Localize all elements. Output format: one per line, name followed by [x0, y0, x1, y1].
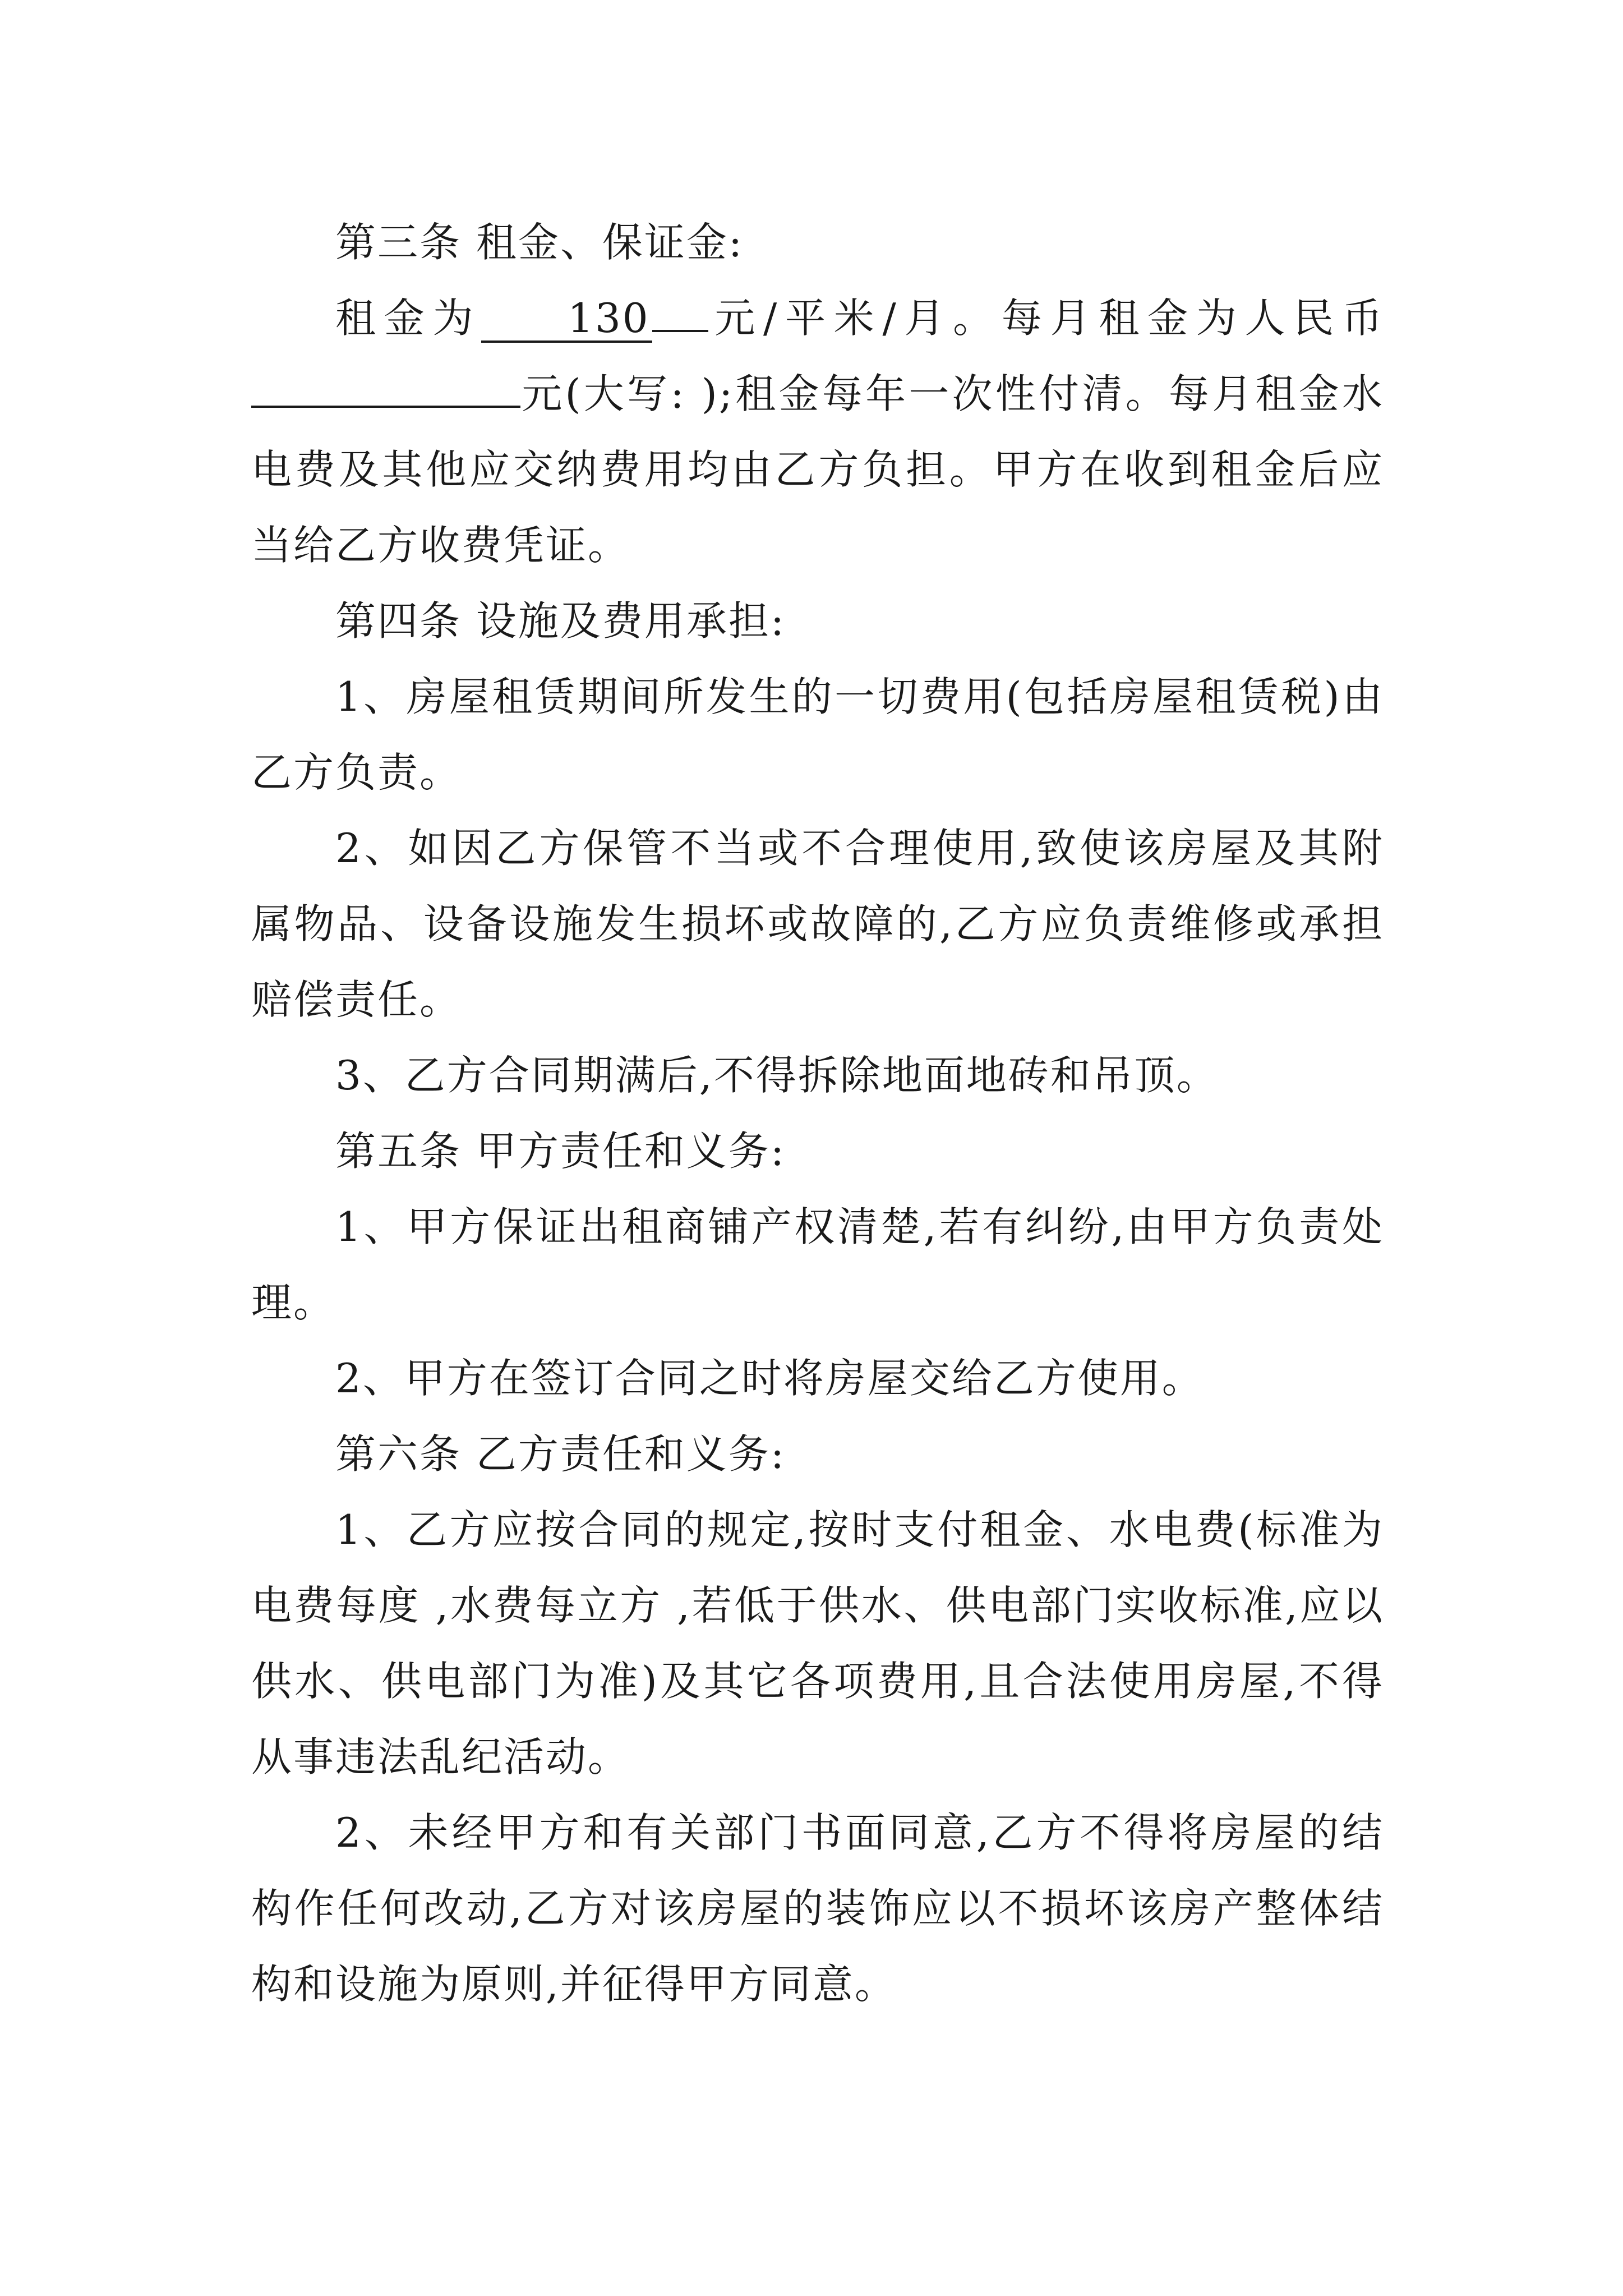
article4-item3: 3、乙方合同期满后,不得拆除地面地砖和吊顶。	[335, 1052, 1219, 1099]
article5-item2: 2、甲方在签订合同之时将房屋交给乙方使用。	[335, 1355, 1204, 1402]
article6-heading: 第六条 乙方责任和义务:	[335, 1430, 786, 1478]
article5-item1: 1、甲方保证出租商铺产权清楚,若有纠纷,由甲方负责处理。	[251, 1203, 1384, 1326]
contract-body	[251, 205, 1384, 2022]
rent-blank-tail	[652, 296, 708, 332]
article4-item2: 2、如因乙方保管不当或不合理使用,致使该房屋及其附属物品、设备设施发生损坏或故障的,乙方应负责维修或承担赔偿责任。	[251, 825, 1384, 1023]
article4-item1: 1、房屋租赁期间所发生的一切费用(包括房屋租赁税)由乙方负责。	[251, 673, 1384, 796]
rent-prefix: 租金为	[335, 295, 482, 342]
article6-item2: 2、未经甲方和有关部门书面同意,乙方不得将房屋的结构作任何改动,乙方对该房屋的装饰应以不损坏该房产整体结构和设施为原则,并征得甲方同意。	[251, 1809, 1384, 2008]
article3-rent-clause	[251, 280, 1384, 583]
rent-unit: 元/平米/月。每月租金为人民币	[708, 295, 1384, 342]
article5-heading: 第五条 甲方责任和义务:	[335, 1128, 786, 1175]
rent-line2: 元(大写: );租金每年一次性付清。每月租金水电费及其他应交纳费用均由乙方负担。甲方在收到租金后应当给乙方收费凭证。	[251, 370, 1384, 569]
rent-value-blank: 130	[481, 296, 652, 343]
article6-item1: 1、乙方应按合同的规定,按时支付租金、水电费(标准为电费每度 ,水费每立方 ,若低于供水、供电部门实收标准,应以供水、供电部门为准)及其它各项费用,且合法使用房屋,不得从事违法乱纪活动。	[251, 1506, 1384, 1780]
monthly-rent-blank	[251, 372, 520, 408]
article4-heading: 第四条 设施及费用承担:	[335, 597, 786, 645]
article3-heading: 第三条 租金、保证金:	[335, 219, 744, 266]
